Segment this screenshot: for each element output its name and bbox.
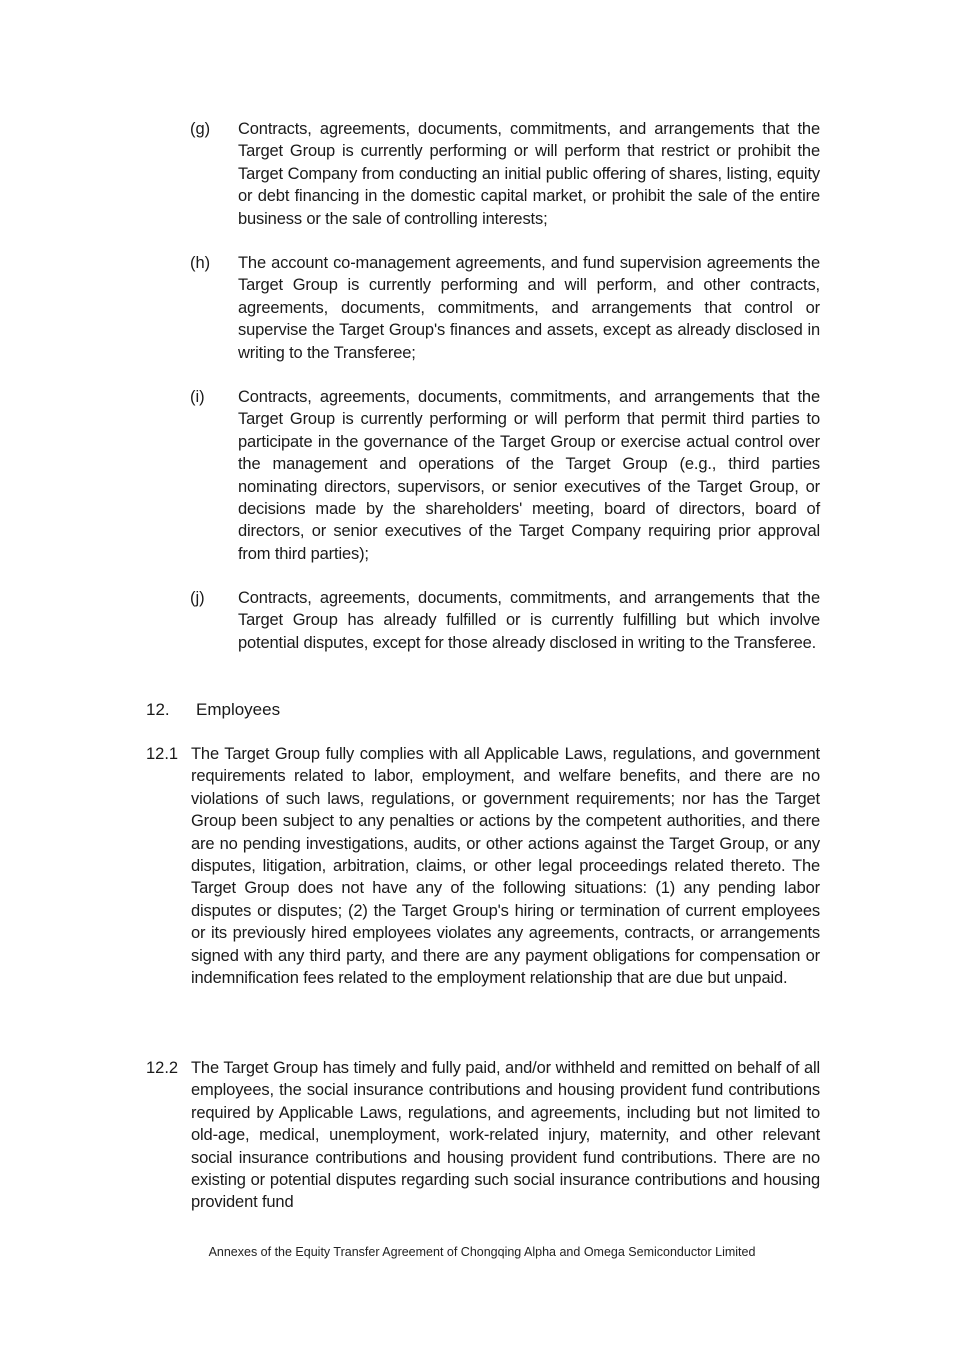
- sub-item-text: Contracts, agreements, documents, commitments, and arrangements that the Target Group is currently performing or will perform that permit third parties to participate in the governance of the Target Group or exercise actual control over the management and operations of the Target Group (e.g., third parties nominating directors, supervisors, or senior executives of the Target Group, or decisions made by the shareholders' meeting, board of directors, board of directors, or senior executives of the Target Company requiring prior approval from third parties);: [238, 388, 820, 563]
- sub-item-h: [190, 252, 820, 364]
- clause-text: The Target Group fully complies with all Applicable Laws, regulations, and government requirements related to labor, employment, and welfare benefits, and there are no violations of such laws, regulations, or government requirements; nor has the Target Group been subject to any penalties or actions by the competent authorities, and there are no pending investigations, audits, or other actions against the Target Group, or any disputes, litigation, arbitration, claims, or other legal proceedings related thereto. The Target Group does not have any of the following situations: (1) any pending labor disputes or disputes; (2) the Target Group's hiring or termination of current employees or its previously hired employees violates any agreements, contracts, or arrangements signed with any third party, and there are any payment obligations for compensation or indemnification fees related to the employment relationship that are due but unpaid.: [191, 745, 820, 988]
- clause-number: 12.1: [146, 745, 179, 763]
- sub-item-g: [190, 118, 820, 230]
- sub-item-text: The account co-management agreements, and fund supervision agreements the Target Group is currently performing and will perform, and other contracts, agreements, documents, commitments, and arrangements that control or supervise the Target Group's finances and assets, except as already disclosed in writing to the Transferee;: [238, 254, 820, 362]
- sub-item-text: Contracts, agreements, documents, commitments, and arrangements that the Target Group has already fulfilled or is currently fulfilling but which involve potential disputes, except for those already disclosed in writing to the Transferee.: [238, 589, 820, 652]
- sub-item-label: (i): [190, 388, 205, 406]
- sub-item-i: [190, 386, 820, 565]
- clause-12-1: [146, 743, 820, 989]
- section-title: Employees: [196, 700, 281, 719]
- sub-item-j: [190, 587, 820, 654]
- sub-item-label: (j): [190, 589, 205, 607]
- section-heading-employees: [146, 699, 280, 721]
- sub-item-label: (g): [190, 120, 211, 138]
- sub-item-label: (h): [190, 254, 211, 272]
- clause-12-2: [146, 1057, 820, 1214]
- page-footer: Annexes of the Equity Transfer Agreement of Chongqing Alpha and Omega Semiconductor Limited: [208, 1245, 756, 1259]
- sub-item-text: Contracts, agreements, documents, commitments, and arrangements that the Target Group is currently performing or will perform that restrict or prohibit the Target Company from conducting an initial public offering of shares, listing, equity or debt financing in the domestic capital market, or prohibit the sale of the entire business or the sale of controlling interests;: [238, 120, 820, 228]
- section-number: 12.: [146, 700, 170, 719]
- clause-text: The Target Group has timely and fully paid, and/or withheld and remitted on behalf of all employees, the social insurance contributions and housing provident fund contributions required by Applicable Laws, regulations, and agreements, including but not limited to old-age, medical, unemployment, work-related injury, maternity, and other relevant social insurance contributions and housing provident fund contributions. There are no existing or potential disputes regarding such social insurance contributions and housing provident fund: [191, 1059, 820, 1212]
- clause-number: 12.2: [146, 1059, 179, 1077]
